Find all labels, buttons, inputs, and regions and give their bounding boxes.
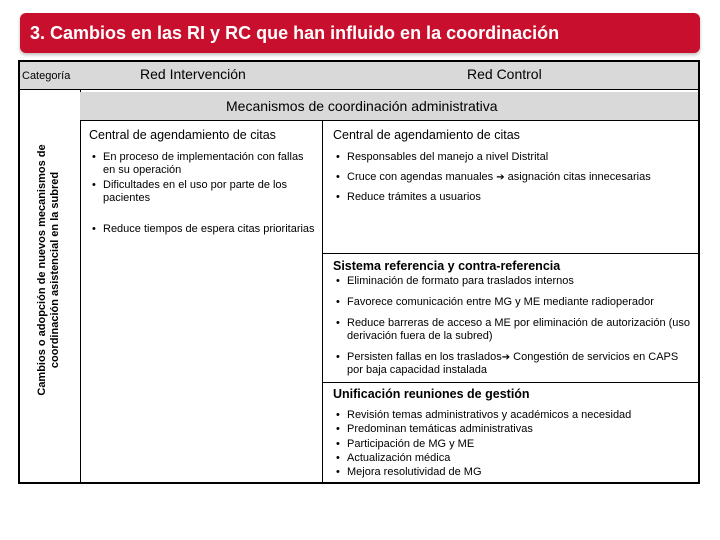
rc-reuniones-item	[336, 452, 697, 465]
ri-central-heading: Central de agendamiento de citas	[89, 128, 276, 142]
rc-reuniones-item-text: Actualización médica	[347, 452, 451, 464]
bullet: •	[92, 223, 96, 235]
bullet: •	[92, 179, 96, 191]
rc-referencia-item	[336, 351, 697, 377]
section-divider	[80, 120, 698, 121]
bullet: •	[336, 171, 340, 183]
bullet: •	[336, 452, 340, 464]
rc-central-item	[336, 151, 697, 164]
rc-reuniones-item	[336, 466, 697, 479]
arrow-right-icon: ➔	[496, 172, 505, 183]
rc-central-heading: Central de agendamiento de citas	[333, 128, 520, 142]
rc-central-item-text: Cruce con agendas manuales	[347, 171, 497, 183]
bullet: •	[336, 423, 340, 435]
bullet: •	[336, 191, 340, 203]
rc-central-item-text: asignación citas innecesarias	[504, 171, 651, 183]
rc-reuniones-heading: Unificación reuniones de gestión	[333, 387, 530, 401]
header-category: Categoría	[22, 70, 71, 82]
rc-central-item-text: Responsables del manejo a nivel Distrital	[347, 151, 549, 163]
rc-reuniones-divider	[322, 382, 698, 383]
rc-referencia-divider	[322, 253, 698, 254]
category-vertical-label: Cambios o adopción de nuevos mecanismos de coordinación asistencial en la subred	[36, 144, 61, 396]
title-bar	[20, 13, 700, 53]
ri-item-text: En proceso de implementación con fallas en su operación	[103, 151, 304, 176]
bullet: •	[336, 317, 340, 329]
rc-reuniones-item	[336, 438, 697, 451]
rc-referencia-item	[336, 317, 697, 343]
bullet: •	[336, 351, 340, 363]
bullet: •	[336, 409, 340, 421]
header-divider	[20, 89, 698, 90]
rc-referencia-item-text: Favorece comunicación entre MG y ME mediante radioperador	[347, 296, 654, 308]
bullet: •	[336, 438, 340, 450]
header-red-intervencion: Red Intervención	[140, 66, 246, 82]
rc-reuniones-item	[336, 409, 697, 422]
rc-reuniones-item-text: Participación de MG y ME	[347, 438, 475, 450]
rc-reuniones-item-text: Predominan temáticas administrativas	[347, 423, 533, 435]
header-row	[20, 62, 698, 89]
rc-referencia-item-text: Eliminación de formato para traslados internos	[347, 275, 574, 287]
rc-central-item	[336, 191, 697, 204]
rc-referencia-item-text: Congestión de servicios en CAPS por baja capacidad instalada	[347, 351, 679, 376]
category-column-divider	[80, 89, 81, 482]
ri-item-text: Dificultades en el uso por parte de los pacientes	[103, 179, 288, 204]
rc-central-item-text: Reduce trámites a usuarios	[347, 191, 481, 203]
arrow-right-icon: ➔	[501, 352, 511, 363]
rc-referencia-item-text: Reduce barreras de acceso a ME por eliminación de autorización (uso derivación fuera de la subred)	[347, 317, 691, 342]
rc-referencia-item	[336, 296, 697, 309]
bullet: •	[336, 466, 340, 478]
rc-reuniones-item	[336, 423, 697, 436]
rc-reuniones-item-text: Revisión temas administrativos y académicos a necesidad	[347, 409, 632, 421]
ri-item	[92, 223, 315, 236]
bullet: •	[336, 296, 340, 308]
rc-central-item	[336, 171, 697, 184]
ri-item	[92, 179, 315, 205]
ri-item-text: Reduce tiempos de espera citas prioritarias	[103, 223, 315, 235]
section-title: Mecanismos de coordinación administrativa	[226, 98, 498, 114]
bullet: •	[336, 275, 340, 287]
rc-referencia-item	[336, 275, 697, 288]
bullet: •	[336, 151, 340, 163]
rc-referencia-item-text: Persisten fallas en los traslados	[347, 351, 502, 363]
rc-reuniones-item-text: Mejora resolutividad de MG	[347, 466, 482, 478]
rc-referencia-heading: Sistema referencia y contra-referencia	[333, 259, 561, 273]
header-red-control: Red Control	[467, 66, 542, 82]
bullet: •	[92, 151, 96, 163]
ri-item	[92, 151, 315, 177]
slide-title: 3. Cambios en las RI y RC que han influido en la coordinación	[30, 23, 560, 43]
networks-column-divider	[322, 120, 323, 482]
